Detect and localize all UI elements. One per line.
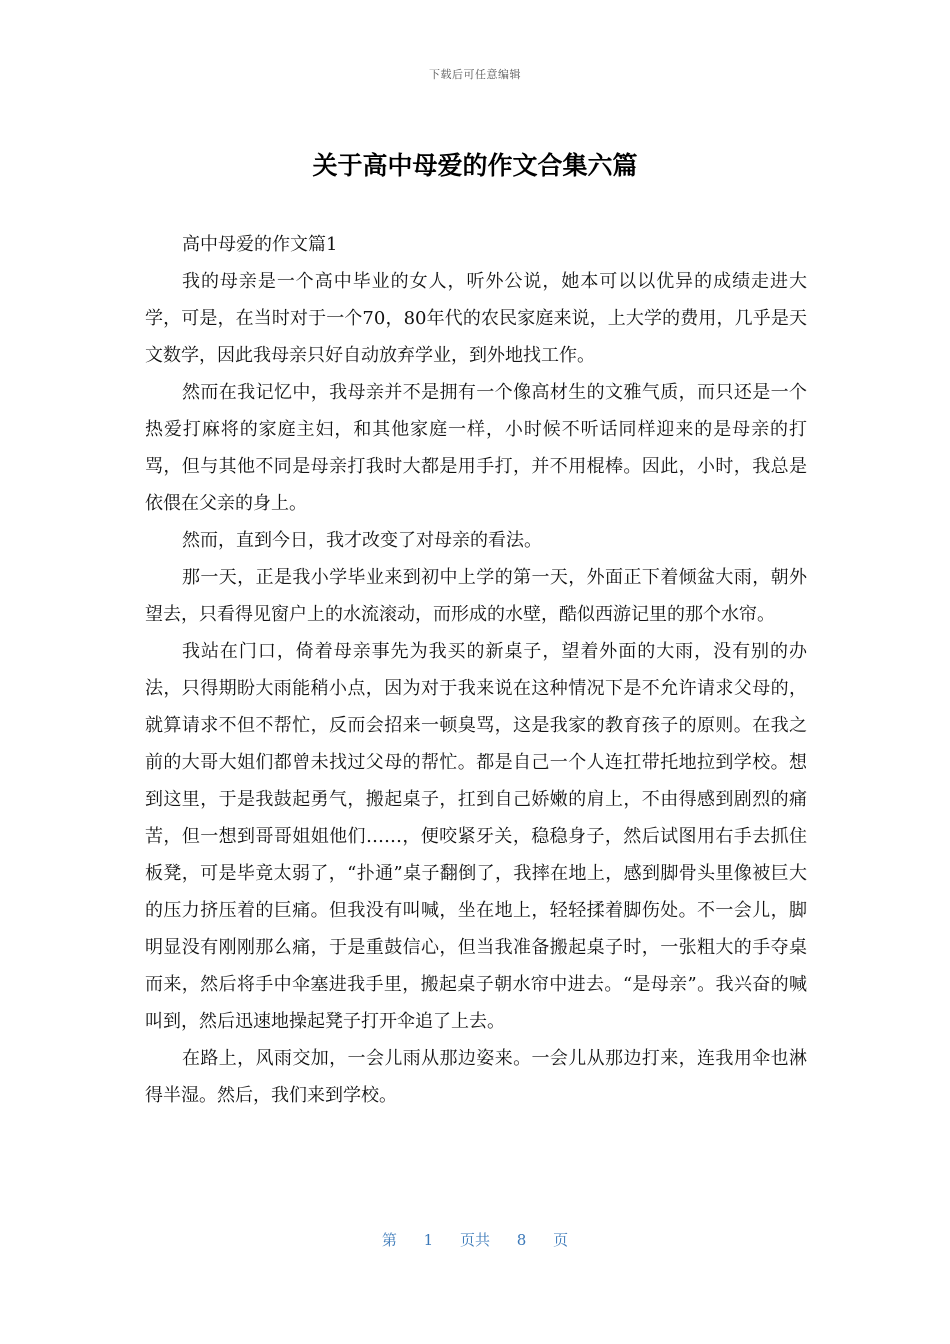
total-pages-number: 8 [516,1231,527,1249]
document-body [145,226,807,1114]
footer-suffix: 页 [553,1231,569,1249]
footer-middle: 页共 [459,1231,490,1249]
paragraph: 我的母亲是一个高中毕业的女人，听外公说，她本可以以优异的成绩走进大学，可是，在当时对于一个70，80年代的农民家庭来说，上大学的费用，几乎是天文数学，因此我母亲只好自动放弃学业，到外地找工作。 [145,271,807,366]
paragraph: 然而，直到今日，我才改变了对母亲的看法。 [182,530,542,551]
page-number-footer [0,1229,950,1250]
paragraph: 然而在我记忆中，我母亲并不是拥有一个像高材生的文雅气质，而只还是一个热爱打麻将的家庭主妇，和其他家庭一样，小时候不听话同样迎来的是母亲的打骂，但与其他不同是母亲打我时大都是用手打，并不用棍棒。因此，小时，我总是依偎在父亲的身上。 [145,382,807,514]
document-title: 关于高中母爱的作文合集六篇 [312,151,638,180]
page-header-note: 下载后可任意编辑 [429,68,521,81]
footer-prefix: 第 [381,1231,397,1249]
paragraph: 我站在门口，倚着母亲事先为我买的新桌子，望着外面的大雨，没有别的办法，只得期盼大雨能稍小点，因为对于我来说在这种情况下是不允许请求父母的，就算请求不但不帮忙，反而会招来一顿臭骂，这是我家的教育孩子的原则。在我之前的大哥大姐们都曾未找过父母的帮忙。都是自己一个人连扛带托地拉到学校。想到这里，于是我鼓起勇气，搬起桌子，扛到自己娇嫩的肩上，不由得感到剧烈的痛苦，但一想到哥哥姐姐他们……，便咬紧牙关，稳稳身子，然后试图用右手去抓住板凳，可是毕竟太弱了，“扑通”桌子翻倒了，我摔在地上，感到脚骨头里像被巨大的压力挤压着的巨痛。但我没有叫喊，坐在地上，轻轻揉着脚伤处。不一会儿，脚明显没有刚刚那么痛，于是重鼓信心，但当我准备搬起桌子时，一张粗大的手夺桌而来，然后将手中伞塞进我手里，搬起桌子朝水帘中进去。“是母亲”。我兴奋的喊叫到，然后迅速地操起凳子打开伞追了上去。 [145,641,807,1032]
section-heading: 高中母爱的作文篇1 [182,234,338,255]
current-page-number: 1 [423,1231,434,1249]
paragraph: 那一天，正是我小学毕业来到初中上学的第一天，外面正下着倾盆大雨，朝外望去，只看得见窗户上的水流滚动，而形成的水壁，酷似西游记里的那个水帘。 [145,567,807,625]
paragraph: 在路上，风雨交加，一会儿雨从那边姿来。一会儿从那边打来，连我用伞也淋得半湿。然后，我们来到学校。 [145,1048,807,1106]
